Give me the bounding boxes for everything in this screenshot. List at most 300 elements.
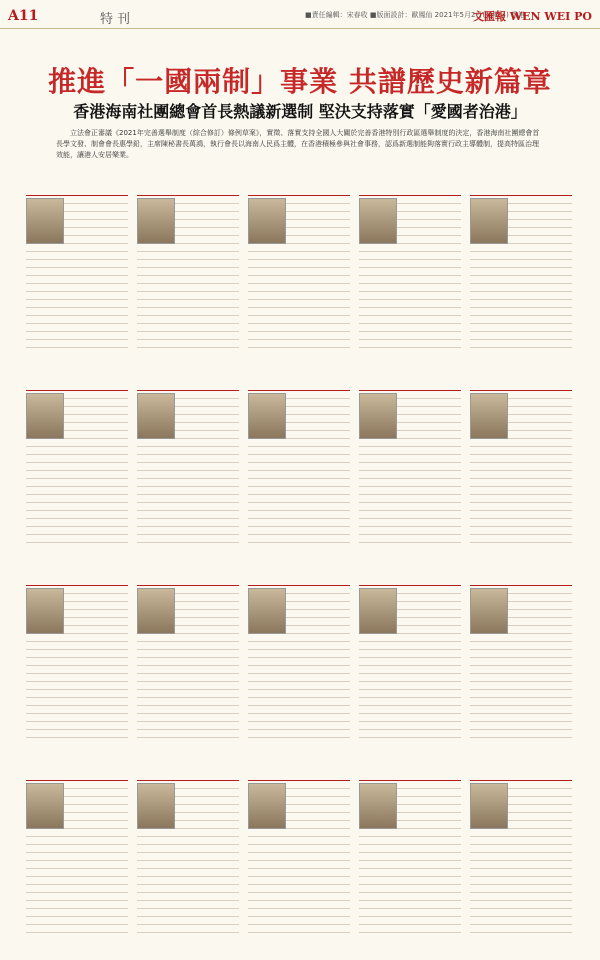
profile-photo [359, 588, 397, 634]
text-line [248, 342, 350, 348]
text-line [137, 879, 239, 885]
text-line [359, 449, 461, 455]
text-line [470, 668, 572, 674]
text-line [248, 700, 350, 706]
text-line [359, 847, 461, 853]
profile-photo [470, 393, 508, 439]
text-line [248, 652, 350, 658]
text-line [248, 831, 350, 837]
text-line [359, 879, 461, 885]
text-line [137, 700, 239, 706]
profile-card [137, 375, 239, 555]
profile-card [359, 375, 461, 555]
text-line [248, 636, 350, 642]
text-line [26, 927, 128, 933]
text-line [137, 839, 239, 845]
text-line [359, 871, 461, 877]
text-line [470, 887, 572, 893]
text-line [359, 660, 461, 666]
text-line [26, 660, 128, 666]
profile-card [26, 180, 128, 360]
text-line [26, 465, 128, 471]
profile-name-rule [248, 375, 350, 391]
text-line [470, 513, 572, 519]
text-line [248, 465, 350, 471]
text-line [137, 270, 239, 276]
text-line [26, 441, 128, 447]
text-line [248, 529, 350, 535]
text-line [137, 246, 239, 252]
text-line [470, 644, 572, 650]
text-line [137, 449, 239, 455]
text-line [248, 513, 350, 519]
profile-card [470, 570, 572, 750]
text-line [26, 887, 128, 893]
text-line [470, 692, 572, 698]
text-line [137, 294, 239, 300]
text-line [26, 636, 128, 642]
text-line [359, 636, 461, 642]
text-line [470, 473, 572, 479]
profile-photo [470, 198, 508, 244]
text-line [26, 294, 128, 300]
text-line [26, 716, 128, 722]
text-line [470, 927, 572, 933]
text-line [248, 254, 350, 260]
text-line [359, 863, 461, 869]
text-line [248, 278, 350, 284]
text-line [359, 513, 461, 519]
text-line [248, 660, 350, 666]
text-line [359, 481, 461, 487]
text-line [137, 644, 239, 650]
text-line [248, 732, 350, 738]
text-line [137, 318, 239, 324]
text-line [248, 318, 350, 324]
text-line [248, 903, 350, 909]
text-line [359, 919, 461, 925]
text-line [26, 481, 128, 487]
profile-card [359, 765, 461, 945]
text-line [470, 831, 572, 837]
text-line [26, 262, 128, 268]
text-line [359, 465, 461, 471]
text-line [359, 855, 461, 861]
profile-card [470, 765, 572, 945]
text-line [137, 441, 239, 447]
text-line [26, 505, 128, 511]
text-line [26, 652, 128, 658]
profile-name-rule [26, 180, 128, 196]
text-line [26, 708, 128, 714]
text-line [26, 270, 128, 276]
text-line [137, 310, 239, 316]
masthead: 文匯報 WEN WEI PO [472, 10, 592, 23]
text-line [470, 911, 572, 917]
text-line [359, 911, 461, 917]
text-line [359, 318, 461, 324]
profile-name-rule [248, 765, 350, 781]
text-line [248, 497, 350, 503]
text-line [359, 342, 461, 348]
profile-card [248, 375, 350, 555]
text-line [137, 636, 239, 642]
profile-photo [137, 783, 175, 829]
text-line [137, 871, 239, 877]
text-line [137, 927, 239, 933]
text-line [26, 911, 128, 917]
text-line [248, 855, 350, 861]
text-line [359, 497, 461, 503]
text-line [248, 334, 350, 340]
text-line [26, 473, 128, 479]
text-line [470, 700, 572, 706]
profile-photo [137, 393, 175, 439]
profile-photo [359, 783, 397, 829]
text-line [359, 521, 461, 527]
text-line [26, 449, 128, 455]
text-line [359, 254, 461, 260]
text-line [137, 334, 239, 340]
text-line [26, 537, 128, 543]
text-line [137, 668, 239, 674]
text-line [359, 927, 461, 933]
text-line [26, 513, 128, 519]
text-line [359, 652, 461, 658]
text-line [137, 286, 239, 292]
text-line [359, 529, 461, 535]
profile-name-rule [26, 570, 128, 586]
text-line [248, 919, 350, 925]
text-line [26, 903, 128, 909]
text-line [137, 529, 239, 535]
text-line [26, 318, 128, 324]
profile-name-rule [26, 375, 128, 391]
text-line [359, 489, 461, 495]
profile-photo [26, 588, 64, 634]
text-line [470, 505, 572, 511]
text-line [470, 489, 572, 495]
text-line [248, 911, 350, 917]
text-line [470, 684, 572, 690]
profile-grid [26, 180, 574, 958]
text-line [359, 310, 461, 316]
text-line [248, 302, 350, 308]
text-line [470, 529, 572, 535]
text-line [470, 716, 572, 722]
text-line [137, 911, 239, 917]
text-line [470, 895, 572, 901]
text-line [470, 449, 572, 455]
text-line [470, 708, 572, 714]
text-line [470, 537, 572, 543]
text-line [359, 831, 461, 837]
text-line [359, 724, 461, 730]
text-line [137, 895, 239, 901]
text-line [470, 497, 572, 503]
text-line [470, 919, 572, 925]
text-line [359, 668, 461, 674]
text-line [248, 537, 350, 543]
text-line [470, 310, 572, 316]
text-line [26, 668, 128, 674]
text-line [248, 246, 350, 252]
text-line [470, 457, 572, 463]
text-line [137, 676, 239, 682]
text-line [26, 326, 128, 332]
text-line [359, 716, 461, 722]
profile-photo [248, 393, 286, 439]
text-line [137, 724, 239, 730]
profile-card [248, 180, 350, 360]
section-name: 特刊 [100, 12, 135, 27]
text-line [26, 457, 128, 463]
text-line [26, 489, 128, 495]
text-line [248, 716, 350, 722]
text-line [248, 879, 350, 885]
text-line [248, 294, 350, 300]
text-line [470, 262, 572, 268]
profile-name-rule [359, 180, 461, 196]
text-line [137, 919, 239, 925]
text-line [137, 302, 239, 308]
text-line [248, 481, 350, 487]
text-line [137, 708, 239, 714]
text-line [470, 481, 572, 487]
profile-card [248, 765, 350, 945]
text-line [470, 879, 572, 885]
text-line [470, 254, 572, 260]
profile-photo [248, 783, 286, 829]
text-line [137, 660, 239, 666]
text-line [359, 537, 461, 543]
text-line [470, 660, 572, 666]
text-line [26, 871, 128, 877]
text-line [248, 871, 350, 877]
text-line [359, 505, 461, 511]
profile-card [26, 375, 128, 555]
text-line [137, 326, 239, 332]
text-line [137, 521, 239, 527]
text-line [137, 342, 239, 348]
text-line [137, 457, 239, 463]
text-line [137, 716, 239, 722]
profile-card [470, 180, 572, 360]
profile-name-rule [359, 570, 461, 586]
text-line [359, 644, 461, 650]
text-line [137, 684, 239, 690]
text-line [137, 254, 239, 260]
profile-photo [359, 198, 397, 244]
text-line [470, 839, 572, 845]
text-line [359, 684, 461, 690]
text-line [359, 700, 461, 706]
text-line [248, 473, 350, 479]
text-line [26, 879, 128, 885]
text-line [26, 254, 128, 260]
text-line [26, 521, 128, 527]
text-line [26, 919, 128, 925]
text-line [26, 839, 128, 845]
text-line [26, 278, 128, 284]
text-line [26, 342, 128, 348]
text-line [248, 310, 350, 316]
text-line [137, 262, 239, 268]
profile-name-rule [137, 765, 239, 781]
text-line [137, 537, 239, 543]
text-line [359, 286, 461, 292]
text-line [359, 302, 461, 308]
text-line [248, 449, 350, 455]
text-line [248, 326, 350, 332]
text-line [26, 302, 128, 308]
profile-name-rule [470, 375, 572, 391]
profile-photo [137, 198, 175, 244]
text-line [359, 473, 461, 479]
text-line [359, 887, 461, 893]
text-line [26, 692, 128, 698]
text-line [359, 262, 461, 268]
text-line [137, 732, 239, 738]
text-line [470, 636, 572, 642]
text-line [359, 457, 461, 463]
text-line [248, 644, 350, 650]
text-line [470, 294, 572, 300]
text-line [248, 684, 350, 690]
profile-card [470, 375, 572, 555]
text-line [248, 457, 350, 463]
text-line [26, 732, 128, 738]
text-line [248, 505, 350, 511]
text-line [137, 481, 239, 487]
text-line [137, 847, 239, 853]
text-line [470, 246, 572, 252]
text-line [359, 895, 461, 901]
profile-name-rule [470, 570, 572, 586]
text-line [359, 270, 461, 276]
profile-photo [26, 198, 64, 244]
text-line [470, 871, 572, 877]
text-line [137, 887, 239, 893]
text-line [470, 732, 572, 738]
text-line [248, 262, 350, 268]
profile-name-rule [26, 765, 128, 781]
text-line [26, 724, 128, 730]
text-line [137, 855, 239, 861]
profile-name-rule [359, 375, 461, 391]
text-line [470, 521, 572, 527]
text-line [470, 286, 572, 292]
profile-name-rule [470, 180, 572, 196]
text-line [470, 342, 572, 348]
profile-name-rule [470, 765, 572, 781]
headline: 推進「一國兩制」事業 共譜歷史新篇章 [48, 65, 552, 98]
profile-name-rule [137, 180, 239, 196]
lead-paragraph: 立法會正審議《2021年完善選舉制度（綜合修訂）條例草案》，實徵、落實支持全國人大關於完善香港特別行政區選舉制度的決定，香港海南社團總會首長學文發、制會會長惠學鉛，主席陳秘書長萬鴻，執行會長以海南人民爲主體，在香港積極參與社會事務，認爲新選制能夠落實行政主導體制，提高特區治理效能，讓港人安居樂業。 [56, 129, 540, 159]
text-line [248, 692, 350, 698]
text-line [359, 334, 461, 340]
text-line [470, 302, 572, 308]
profile-photo [248, 588, 286, 634]
page-number: A11 [8, 8, 39, 24]
profile-card [137, 765, 239, 945]
text-line [26, 246, 128, 252]
issue-meta: ■責任編輯：宋春收 ■版面設計：歐鳳仙 2021年5月2日(星期日) 香港 [305, 11, 526, 19]
text-line [470, 652, 572, 658]
profile-photo [359, 393, 397, 439]
text-line [470, 847, 572, 853]
text-line [137, 863, 239, 869]
text-line [470, 278, 572, 284]
text-line [137, 473, 239, 479]
text-line [470, 334, 572, 340]
text-line [359, 708, 461, 714]
text-line [26, 310, 128, 316]
text-line [248, 847, 350, 853]
text-line [137, 505, 239, 511]
profile-name-rule [137, 570, 239, 586]
text-line [137, 652, 239, 658]
text-line [359, 732, 461, 738]
profile-card [359, 570, 461, 750]
profile-card [248, 570, 350, 750]
text-line [470, 326, 572, 332]
text-line [470, 903, 572, 909]
profile-photo [26, 393, 64, 439]
text-line [137, 831, 239, 837]
text-line [248, 724, 350, 730]
text-line [359, 246, 461, 252]
text-line [470, 441, 572, 447]
profile-photo [470, 588, 508, 634]
profile-name-rule [359, 765, 461, 781]
text-line [470, 676, 572, 682]
text-line [248, 489, 350, 495]
text-line [26, 644, 128, 650]
profile-name-rule [248, 570, 350, 586]
profile-name-rule [137, 375, 239, 391]
text-line [248, 863, 350, 869]
profile-card [137, 570, 239, 750]
text-line [248, 895, 350, 901]
text-line [26, 895, 128, 901]
text-line [359, 692, 461, 698]
text-line [248, 441, 350, 447]
profile-card [359, 180, 461, 360]
profile-photo [470, 783, 508, 829]
text-line [359, 278, 461, 284]
text-line [137, 692, 239, 698]
text-line [248, 521, 350, 527]
text-line [470, 270, 572, 276]
text-line [248, 270, 350, 276]
text-line [470, 318, 572, 324]
text-line [26, 334, 128, 340]
text-line [26, 847, 128, 853]
profile-photo [26, 783, 64, 829]
subheadline: 香港海南社團總會首長熱議新選制 堅決支持落實「愛國者治港」 [73, 102, 527, 121]
text-line [248, 286, 350, 292]
text-line [248, 676, 350, 682]
text-line [359, 903, 461, 909]
text-line [359, 326, 461, 332]
text-line [137, 465, 239, 471]
text-line [359, 676, 461, 682]
text-line [26, 676, 128, 682]
profile-name-rule [248, 180, 350, 196]
text-line [248, 668, 350, 674]
text-line [248, 839, 350, 845]
